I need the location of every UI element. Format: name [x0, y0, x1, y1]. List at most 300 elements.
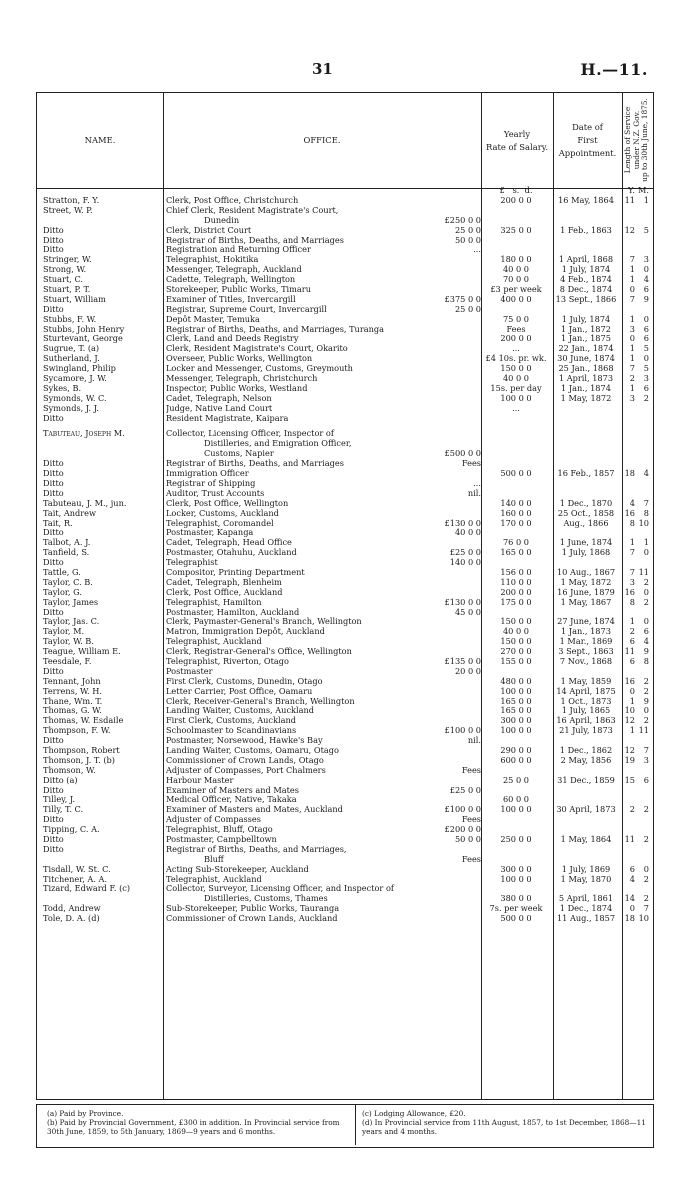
- office-title: Messenger, Telegraph, Auckland: [166, 265, 302, 275]
- office-title: Resident Magistrate, Kaipara: [166, 413, 289, 423]
- service-months: 0: [643, 587, 649, 597]
- office-title: Clerk, Post Office, Wellington: [166, 498, 289, 508]
- yearly-salary: £3 per week: [490, 285, 542, 295]
- employee-name: Symonds, W. C.: [43, 393, 107, 403]
- yearly-salary: £4 10s. pr. wk.: [485, 354, 547, 364]
- yearly-salary: 170 0 0: [500, 518, 532, 528]
- employee-name: Thompson, F. W.: [43, 726, 111, 736]
- appointment-date: 1 June, 1874: [559, 538, 613, 548]
- table-row: [37, 835, 653, 845]
- service-years: 1: [629, 383, 635, 393]
- appointment-date: 16 April, 1863: [556, 716, 616, 726]
- appointment-date: 1 April, 1873: [558, 374, 614, 384]
- employee-name: Ditto: [43, 469, 64, 479]
- appointment-date: 16 June, 1879: [557, 587, 615, 597]
- service-years: 10: [624, 706, 635, 716]
- office-title: Registrar of Births, Deaths, and Marriages, Turanga: [166, 324, 385, 334]
- employee-name: Symonds, J. J.: [43, 403, 99, 413]
- office-title: Telegraphist, Coromandel: [166, 518, 274, 528]
- table-row: [37, 538, 653, 548]
- table-row: [37, 344, 653, 354]
- appointment-date: 1 July, 1869: [561, 864, 611, 874]
- yearly-salary: 140 0 0: [500, 498, 532, 508]
- service-years: 3: [629, 393, 635, 403]
- yearly-salary: 156 0 0: [500, 567, 532, 577]
- employee-name: Tabuteau, J. M., jun.: [43, 498, 127, 508]
- office-amount: £250 0 0: [444, 215, 481, 225]
- office-title: Schoolmaster to Scandinavians: [166, 726, 297, 736]
- office-title: Telegraphist, Hamilton: [166, 597, 262, 607]
- service-months: 7: [643, 745, 649, 755]
- service-column-header: Length of Service under N.Z. Gov. up to 30th June, 1875.: [623, 98, 650, 182]
- office-title: Landing Waiter, Customs, Oamaru, Otago: [166, 745, 339, 755]
- yearly-salary: 40 0 0: [502, 374, 530, 384]
- employee-name: Thomas, G. W.: [43, 706, 102, 716]
- table-row: [37, 795, 653, 805]
- service-months: 8: [643, 656, 649, 666]
- page-header: [0, 60, 700, 80]
- table-row: [37, 617, 653, 627]
- office-amount: £100 0 0: [444, 726, 481, 736]
- pounds-unit: £: [499, 186, 505, 195]
- appointment-date: 1 Feb., 1863: [560, 225, 612, 235]
- office-amount: £100 0 0: [444, 805, 481, 815]
- office-title: Collector, Licensing Officer, Inspector of: [166, 429, 334, 439]
- service-months: 6: [643, 285, 649, 295]
- office-title: Clerk, District Court: [166, 225, 252, 235]
- employee-name: Ditto: [43, 666, 64, 676]
- service-years: 1: [629, 354, 635, 364]
- appointment-date: 1 Mar., 1869: [559, 637, 613, 647]
- employee-name: Thane, Wm. T.: [43, 696, 103, 706]
- appointment-date: 8 Dec., 1874: [559, 285, 613, 295]
- service-months: 0: [643, 548, 649, 558]
- office-title: Clerk, Post Office, Auckland: [166, 587, 283, 597]
- office-amount: 50 0 0: [454, 235, 481, 245]
- office-title: First Clerk, Customs, Auckland: [166, 716, 296, 726]
- table-row: [37, 736, 653, 746]
- office-amount: Fees: [461, 765, 481, 775]
- office-title: Telegraphist, Riverton, Otago: [166, 656, 289, 666]
- employee-name: Ditto: [43, 528, 64, 538]
- employee-name: Ditto: [43, 815, 64, 825]
- footnote-b: (b) Paid by Provincial Government, £300 in addition. In Provincial service from 30th June, 1859, to 5th January, 1869—9 years and 6 months.: [47, 1118, 340, 1136]
- service-years: 15: [624, 775, 635, 785]
- table-row: [37, 384, 653, 394]
- service-months: 7: [643, 904, 649, 914]
- employee-name: Thompson, Robert: [43, 745, 120, 755]
- yearly-salary: 100 0 0: [500, 874, 532, 884]
- table-row: [37, 914, 653, 924]
- appointment-date: 1 Dec., 1870: [559, 498, 613, 508]
- office-title: Clerk, Receiver-General's Branch, Wellington: [166, 696, 355, 706]
- table-row: [37, 315, 653, 325]
- employee-name: Sycamore, J. W.: [43, 374, 107, 384]
- service-months: 9: [643, 294, 649, 304]
- service-years: 0: [629, 904, 635, 914]
- table-row: [37, 894, 653, 904]
- table-row: [37, 637, 653, 647]
- table-row: [37, 404, 653, 414]
- office-title: Cadet, Telegraph, Head Office: [166, 538, 292, 548]
- service-years: 14: [624, 894, 635, 904]
- office-title: Clerk, Resident Magistrate's Court, Okarito: [166, 344, 348, 354]
- table-row: [37, 548, 653, 558]
- employee-name: Ditto: [43, 304, 64, 314]
- employee-name: Tattle, G.: [43, 567, 81, 577]
- service-years: 0: [629, 686, 635, 696]
- service-years: 12: [624, 225, 635, 235]
- appointment-date: 1 Jan., 1872: [561, 324, 611, 334]
- office-amount: 25 0 0: [454, 225, 481, 235]
- employee-name: Tabuteau, Joseph M.: [43, 429, 125, 439]
- service-years: 6: [629, 864, 635, 874]
- employee-name: Ditto: [43, 785, 64, 795]
- yearly-salary: 40 0 0: [502, 265, 530, 275]
- date-column-header: Date of First Appointment.: [558, 122, 617, 158]
- appointment-date: 11 Aug., 1857: [556, 914, 616, 924]
- service-years: 16: [624, 587, 635, 597]
- table-row: [37, 245, 653, 255]
- yearly-salary: 300 0 0: [500, 716, 532, 726]
- office-title: Clerk, Paymaster-General's Branch, Wellington: [166, 617, 362, 627]
- service-months: 2: [643, 393, 649, 403]
- office-title: Distilleries, and Emigration Officer,: [204, 439, 352, 449]
- office-amount: Fees: [461, 815, 481, 825]
- service-months: 2: [643, 874, 649, 884]
- page-number: 31: [312, 60, 333, 78]
- service-years: 2: [629, 805, 635, 815]
- office-title: Cadette, Telegraph, Wellington: [166, 275, 296, 285]
- service-years: 8: [629, 518, 635, 528]
- appointment-date: 1 Oct., 1873: [560, 696, 612, 706]
- office-title: Letter Carrier, Post Office, Oamaru: [166, 686, 313, 696]
- office-title: Customs, Napier: [204, 449, 274, 459]
- table-row: [37, 706, 653, 716]
- table-row: [37, 429, 653, 439]
- table-row: [37, 697, 653, 707]
- table-row: [37, 776, 653, 786]
- office-title: Telegraphist: [166, 558, 218, 568]
- service-months: 10: [638, 914, 649, 924]
- employee-name: Sturtevant, George: [43, 334, 123, 344]
- service-years: 8: [629, 597, 635, 607]
- employee-name: Sugrue, T. (a): [43, 344, 100, 354]
- service-months: 0: [643, 354, 649, 364]
- service-months: 2: [643, 686, 649, 696]
- appointment-date: 1 Jan., 1875: [561, 334, 611, 344]
- service-years: 1: [629, 314, 635, 324]
- yearly-salary: 7s. per week: [489, 904, 543, 914]
- employee-name: Sykes, B.: [43, 383, 82, 393]
- yearly-salary: 200 0 0: [500, 587, 532, 597]
- office-title: Matron, Immigration Depôt, Auckland: [166, 627, 325, 637]
- table-row: [37, 657, 653, 667]
- table-row: [37, 805, 653, 815]
- service-months: 2: [643, 716, 649, 726]
- office-title: Postmaster: [166, 666, 213, 676]
- table-row: [37, 275, 653, 285]
- appointment-date: 1 May, 1872: [560, 577, 612, 587]
- employee-name: Swingland, Philip: [43, 364, 116, 374]
- table-row: [37, 608, 653, 618]
- yearly-salary: 480 0 0: [500, 676, 532, 686]
- table-row: [37, 334, 653, 344]
- appointment-date: 1 May, 1864: [560, 835, 612, 844]
- appointment-date: 1 July, 1874: [561, 314, 611, 324]
- years-unit: Y.: [628, 186, 635, 195]
- office-amount: 20 0 0: [454, 666, 481, 676]
- service-months: 9: [643, 696, 649, 706]
- appointment-date: 4 Feb., 1874: [560, 275, 612, 285]
- service-years: 6: [629, 637, 635, 647]
- appointment-date: 7 Nov., 1868: [559, 656, 613, 666]
- service-years: 4: [629, 498, 635, 508]
- service-months: 3: [643, 255, 649, 265]
- service-months: 8: [643, 508, 649, 518]
- service-years: 19: [624, 755, 635, 765]
- office-title: Adjuster of Compasses: [166, 815, 261, 825]
- office-title: Dunedin: [204, 215, 240, 225]
- appointment-date: 14 April, 1875: [556, 686, 616, 696]
- yearly-salary: 200 0 0: [500, 334, 532, 344]
- table-row: [37, 627, 653, 637]
- office-title: First Clerk, Customs, Dunedin, Otago: [166, 676, 323, 686]
- table-row: [37, 305, 653, 315]
- table-row: [37, 875, 653, 885]
- office-amount: £25 0 0: [449, 548, 481, 558]
- service-years: 1: [629, 538, 635, 548]
- service-years: 0: [629, 334, 635, 344]
- office-title: Sub-Storekeeper, Public Works, Tauranga: [166, 904, 340, 914]
- table-body: [37, 196, 653, 924]
- service-years: 6: [629, 656, 635, 666]
- yearly-salary: 165 0 0: [500, 548, 532, 558]
- appointment-date: 2 May, 1856: [560, 755, 612, 765]
- service-years: 16: [624, 508, 635, 518]
- service-months: 5: [643, 344, 649, 354]
- table-row: [37, 598, 653, 608]
- office-title: Collector, Surveyor, Licensing Officer, and Inspector of: [166, 884, 394, 894]
- table-row: [37, 904, 653, 914]
- table-row: [37, 815, 653, 825]
- table-row: [37, 206, 653, 216]
- table-row: [37, 236, 653, 246]
- service-months: 6: [643, 334, 649, 344]
- yearly-salary: 155 0 0: [500, 656, 532, 666]
- employee-name: Sutherland, J.: [43, 354, 100, 364]
- table-row: [37, 499, 653, 509]
- yearly-salary: 100 0 0: [500, 393, 532, 403]
- yearly-salary: 500 0 0: [500, 914, 532, 924]
- table-row: [37, 647, 653, 657]
- yearly-salary: 600 0 0: [500, 755, 532, 765]
- table-row: [37, 865, 653, 875]
- yearly-salary: 270 0 0: [500, 647, 532, 657]
- service-years: 1: [629, 265, 635, 275]
- employee-name: Taylor, G.: [43, 587, 82, 597]
- yearly-salary: Fees: [506, 324, 526, 334]
- service-years: 7: [629, 294, 635, 304]
- office-title: Clerk, Land and Deeds Registry: [166, 334, 299, 344]
- service-months: 4: [643, 469, 649, 479]
- employee-name: Thomas, W. Esdaile: [43, 716, 124, 726]
- service-months: 3: [643, 755, 649, 765]
- service-months: 4: [643, 275, 649, 285]
- employee-name: Ditto: [43, 413, 64, 423]
- employee-name: Ditto: [43, 235, 64, 245]
- service-years: 16: [624, 676, 635, 686]
- yearly-salary: 165 0 0: [500, 696, 532, 706]
- appointment-date: 1 Jan., 1874: [561, 383, 611, 393]
- table-row: [37, 285, 653, 295]
- service-months: 6: [643, 627, 649, 637]
- name-column-header: NAME.: [84, 135, 116, 145]
- units-row: [37, 186, 653, 196]
- office-title: Registrar of Births, Deaths, and Marriages: [166, 459, 344, 469]
- table-row: [37, 255, 653, 265]
- office-title: Commissioner of Crown Lands, Otago: [166, 755, 324, 765]
- employee-name: Tait, R.: [43, 518, 73, 528]
- table-row: [37, 884, 653, 894]
- staff-table: [36, 92, 654, 1100]
- table-row: [37, 568, 653, 578]
- service-years: 11: [624, 835, 635, 844]
- office-amount: 50 0 0: [454, 835, 481, 844]
- table-row: [37, 746, 653, 756]
- table-row: [37, 588, 653, 598]
- appointment-date: 16 Feb., 1857: [557, 469, 615, 479]
- table-row: [37, 216, 653, 226]
- table-row: [37, 687, 653, 697]
- appointment-date: 1 July, 1874: [561, 265, 611, 275]
- service-months: 0: [643, 864, 649, 874]
- employee-name: Taylor, M.: [43, 627, 85, 637]
- appointment-date: 1 July, 1865: [561, 706, 611, 716]
- office-amount: 45 0 0: [454, 607, 481, 617]
- table-row: [37, 479, 653, 489]
- office-amount: £25 0 0: [449, 785, 481, 795]
- service-years: 7: [629, 364, 635, 374]
- appointment-date: 22 Jan., 1874: [558, 344, 614, 354]
- office-amount: ...: [473, 478, 481, 488]
- office-title: Landing Waiter, Customs, Auckland: [166, 706, 315, 716]
- office-amount: £130 0 0: [444, 518, 481, 528]
- employee-name: Terrens, W. H.: [43, 686, 102, 696]
- office-title: Judge, Native Land Court: [166, 403, 273, 413]
- employee-name: Ditto: [43, 558, 64, 568]
- appointment-date: 21 July, 1873: [559, 726, 613, 736]
- employee-name: Ditto: [43, 459, 64, 469]
- appointment-date: 10 Aug., 1867: [556, 567, 616, 577]
- footnote-a: (a) Paid by Province.: [47, 1109, 124, 1118]
- service-months: 2: [643, 805, 649, 815]
- appointment-date: 1 Dec., 1874: [559, 904, 613, 914]
- table-row: [37, 439, 653, 449]
- office-title: Registrar of Births, Deaths, and Marriages: [166, 235, 344, 245]
- service-years: 2: [629, 374, 635, 384]
- table-row: [37, 528, 653, 538]
- service-years: 1: [629, 275, 635, 285]
- employee-name: Ditto: [43, 607, 64, 617]
- office-title: Medical Officer, Native, Takaka: [166, 795, 297, 805]
- yearly-salary: 110 0 0: [500, 577, 532, 587]
- office-title: Registration and Returning Officer: [166, 245, 311, 255]
- employee-name: Tipping, C. A.: [43, 825, 100, 835]
- service-months: 9: [643, 647, 649, 657]
- service-years: 4: [629, 874, 635, 884]
- yearly-salary: 290 0 0: [500, 745, 532, 755]
- yearly-salary: 500 0 0: [500, 469, 532, 479]
- table-row: [37, 325, 653, 335]
- employee-name: Tait, Andrew: [43, 508, 97, 518]
- footnote-d: (d) In Provincial service from 11th August, 1857, to 1st December, 1868—11 years and 4 months.: [362, 1118, 646, 1136]
- yearly-salary: 400 0 0: [500, 294, 532, 304]
- employee-name: Ditto (a): [43, 775, 78, 785]
- employee-name: Ditto: [43, 736, 64, 746]
- yearly-salary: 165 0 0: [500, 706, 532, 716]
- service-months: 3: [643, 374, 649, 384]
- office-title: Bluff: [204, 854, 224, 864]
- office-title: Locker and Messenger, Customs, Greymouth: [166, 364, 353, 374]
- office-amount: £500 0 0: [444, 449, 481, 459]
- yearly-salary: 250 0 0: [500, 835, 532, 844]
- service-years: 7: [629, 567, 635, 577]
- yearly-salary: ...: [512, 403, 520, 413]
- office-amount: 140 0 0: [449, 558, 481, 568]
- service-years: 1: [629, 726, 635, 736]
- appointment-date: 13 Sept., 1866: [555, 294, 617, 304]
- appointment-date: 1 May, 1867: [560, 597, 612, 607]
- office-title: Postmaster, Norsewood, Hawke's Bay: [166, 736, 323, 746]
- yearly-salary: 75 0 0: [502, 314, 530, 324]
- office-amount: nil.: [467, 488, 481, 498]
- yearly-salary: 150 0 0: [500, 637, 532, 647]
- service-months: 0: [643, 314, 649, 324]
- employee-name: Tilly, T. C.: [43, 805, 84, 815]
- employee-name: Teesdale, F.: [43, 656, 92, 666]
- yearly-salary: 60 0 0: [502, 795, 530, 805]
- yearly-salary: 15s. per day: [490, 383, 542, 393]
- service-months: 2: [643, 835, 649, 844]
- table-row: [37, 509, 653, 519]
- service-years: 18: [624, 469, 635, 479]
- yearly-salary: 25 0 0: [502, 775, 530, 785]
- office-title: Clerk, Post Office, Christchurch: [166, 196, 299, 205]
- yearly-salary: 70 0 0: [502, 275, 530, 285]
- yearly-salary: 100 0 0: [500, 686, 532, 696]
- service-months: 4: [643, 637, 649, 647]
- service-months: 2: [643, 894, 649, 904]
- table-row: [37, 459, 653, 469]
- yearly-salary: 150 0 0: [500, 617, 532, 627]
- employee-name: Thomson, W.: [43, 765, 96, 775]
- service-months: 5: [643, 364, 649, 374]
- office-amount: 40 0 0: [454, 528, 481, 538]
- employee-name: Stratton, F. Y.: [43, 196, 100, 205]
- employee-name: Tole, D. A. (d): [43, 914, 100, 924]
- office-title: Acting Sub-Storekeeper, Auckland: [166, 864, 309, 874]
- months-unit: M.: [638, 186, 649, 195]
- service-years: 3: [629, 577, 635, 587]
- employee-name: Taylor, James: [43, 597, 99, 607]
- service-years: 11: [624, 196, 635, 205]
- yearly-salary: 180 0 0: [500, 255, 532, 265]
- employee-name: Teague, William E.: [43, 647, 121, 657]
- office-title: Adjuster of Compasses, Port Chalmers: [166, 765, 326, 775]
- yearly-salary: 100 0 0: [500, 805, 532, 815]
- office-title: Clerk, Registrar-General's Office, Wellington: [166, 647, 352, 657]
